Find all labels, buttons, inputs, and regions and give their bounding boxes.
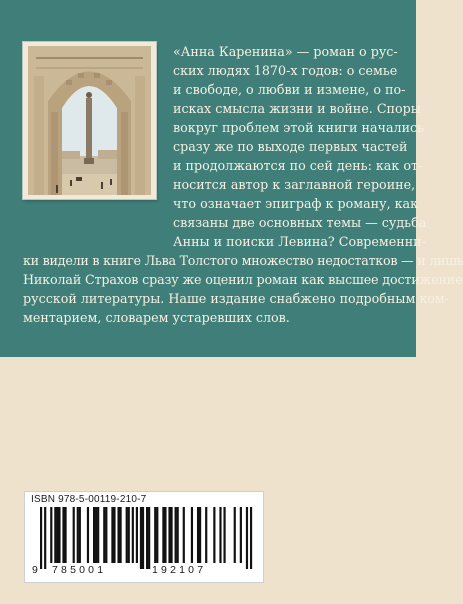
blurb-line: «Анна Каренина» — роман о рус- — [173, 44, 398, 59]
blurb-line: сразу же по выходе первых частей — [173, 139, 408, 154]
barcode-digit-first: 9 — [32, 564, 38, 576]
blurb-line: Анны и поиски Левина? Современни- — [173, 234, 426, 249]
isbn-label: ISBN 978-5-00119-210-7 — [31, 494, 147, 505]
barcode-digits-right: 192107 — [152, 564, 207, 576]
blurb-line: и свободе, о любви и измене, о по- — [173, 82, 406, 97]
blurb-line: ментарием, словарем устаревших слов. — [23, 310, 290, 325]
isbn-barcode — [24, 491, 264, 583]
barcode-digits — [30, 564, 258, 578]
blurb-line: связаны две основных темы — судьба — [173, 215, 427, 230]
blurb-line: исках смысла жизни и войне. Споры — [173, 101, 421, 116]
barcode-digits-left: 785001 — [52, 564, 107, 576]
annotation-text — [23, 43, 463, 325]
blurb-line: вокруг проблем этой книги начались — [173, 120, 425, 135]
barcode-bars — [40, 507, 252, 569]
blurb-line: русской литературы. Наше издание снабжено подробным ком- — [23, 291, 450, 306]
blurb-line: ских людях 1870-х годов: о семье — [173, 63, 398, 78]
blurb-line: ки видели в книге Льва Толстого множество недостатков — и лишь — [23, 253, 463, 268]
blurb-line: носится автор к заглавной героине, — [173, 177, 416, 192]
blurb-line: и продолжаются по сей день: как от- — [173, 158, 423, 173]
blurb-line: что означает эпиграф к роману, как — [173, 196, 419, 211]
blurb-line: Николай Страхов сразу же оценил роман как высшее достижение — [23, 272, 463, 287]
